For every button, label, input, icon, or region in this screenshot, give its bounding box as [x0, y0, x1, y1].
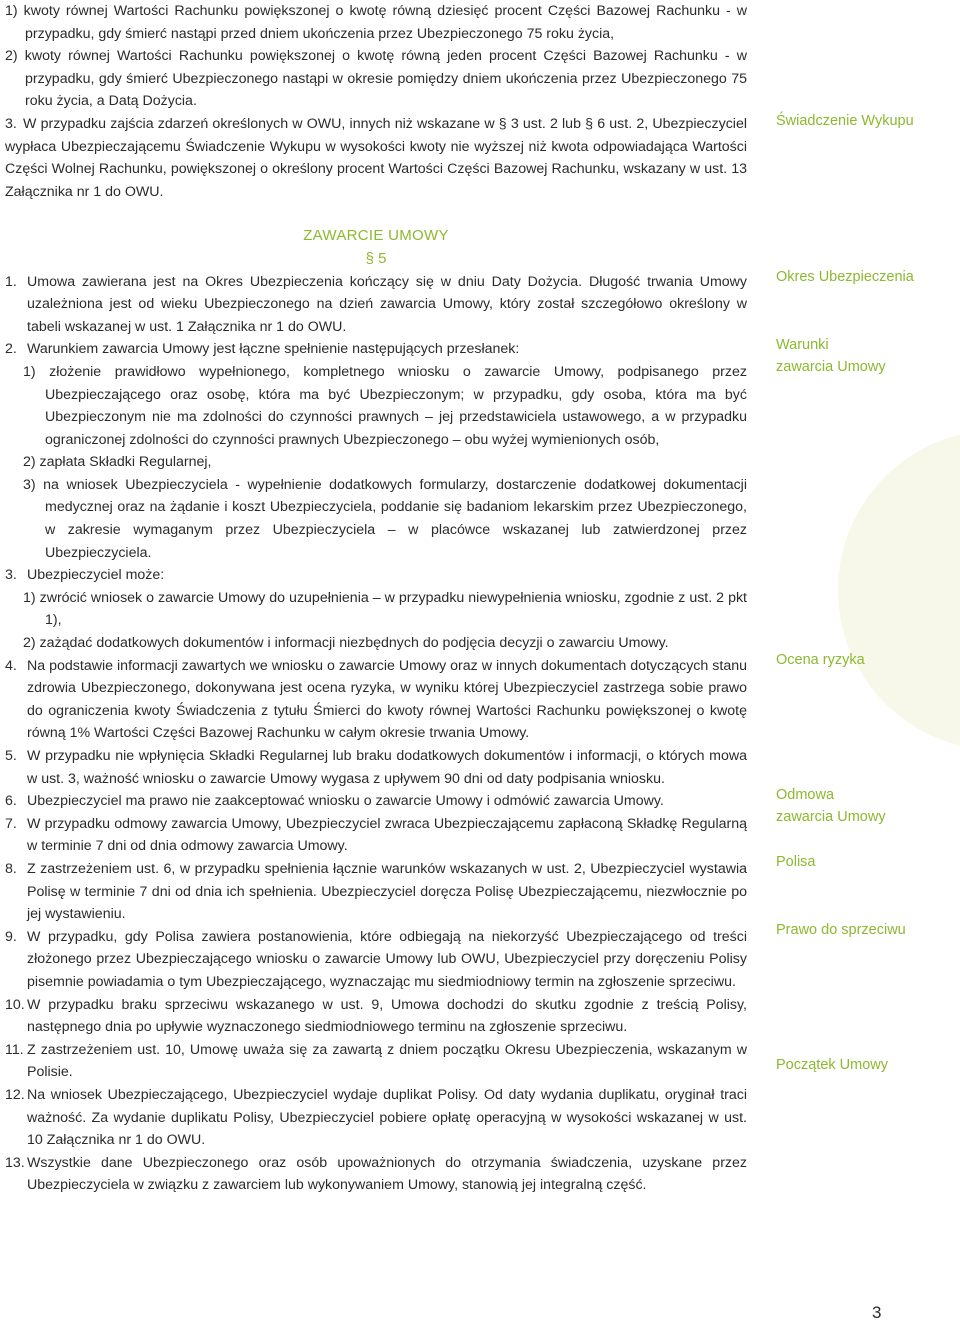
- sidenote-odmowa-line2: zawarcia Umowy: [776, 809, 886, 825]
- point-text: Wszystkie dane Ubezpieczonego oraz osób upoważnionych do otrzymania świadczenia, uzyskane przez Ubezpieczyciela w związku z zawarciem lub wykonywaniem Umowy, stanowią jej integralną część.: [27, 1154, 747, 1194]
- point-number: 1.: [5, 273, 17, 290]
- sidenote-okres-ubezpieczenia: Okres Ubezpieczenia: [776, 269, 914, 285]
- sidenote-warunki-line2: zawarcia Umowy: [776, 359, 886, 375]
- point-11: [5, 1039, 747, 1084]
- sidenote-odmowa-line1: Odmowa: [776, 787, 835, 803]
- section-title: ZAWARCIE UMOWY: [303, 227, 449, 245]
- point-number: 7.: [5, 815, 17, 832]
- point-number: 3.: [5, 115, 17, 132]
- point-number: 13.: [5, 1154, 25, 1171]
- intro-item-1: 1) kwoty równej Wartości Rachunku powiększonej o kwotę równą dziesięć procent Części Bazowej Rachunku - w przypadku, gdy śmierć nastąpi przed dniem ukończenia przez Ubezpieczonego 75 roku życia,: [5, 3, 747, 42]
- main-text-column: [5, 0, 747, 1197]
- intro-item-2: 2) kwoty równej Wartości Rachunku powiększonej o kwotę równą jeden procent Części Bazowej Rachunku - w przypadku, gdy śmierć Ubezpieczonego nastąpi w okresie pomiędzy dniem ukończenia przez Ubezpieczonego 75 roku życia, a Datą Dożycia.: [5, 48, 747, 110]
- intro-point-3: [5, 113, 747, 203]
- point-13: [5, 1152, 747, 1197]
- point-number: 11.: [5, 1041, 24, 1058]
- subpoint: 1) złożenie prawidłowo wypełnionego, kompletnego wniosku o zawarcie Umowy, podpisanego przez Ubezpieczającego oraz osobę, która ma być Ubezpieczonym; w przypadku, gdy osoba, która ma być Ubezpieczonym nie ma zdolności do czynności prawnych – jej przedstawiciela ustawowego, a w przypadku ograniczonej zdolności do czynności prawnych Ubezpieczonego – obu wyżej wymienionych osób,: [23, 363, 747, 448]
- sidenote-prawo-do-sprzeciwu: Prawo do sprzeciwu: [776, 922, 906, 938]
- point-number: 9.: [5, 928, 17, 945]
- sidenote-warunki-line1: Warunki: [776, 337, 829, 353]
- point-number: 3.: [5, 567, 17, 584]
- decorative-circle: [838, 430, 960, 750]
- sidenote-ocena-ryzyka: Ocena ryzyka: [776, 652, 865, 668]
- subpoint: 1) zwrócić wniosek o zawarcie Umowy do uzupełnienia – w przypadku niewypełnienia wniosku, zgodnie z ust. 2 pkt 1),: [23, 589, 747, 629]
- point-12: [5, 1084, 747, 1152]
- point-number: 12.: [5, 1086, 25, 1103]
- point-number: 5.: [5, 748, 17, 764]
- subpoint: 2) zapłata Składki Regularnej,: [23, 454, 212, 471]
- point-text: Ubezpieczyciel może:: [27, 567, 165, 584]
- point-3: [5, 564, 747, 654]
- point-text: Z zastrzeżeniem ust. 6, w przypadku spełnienia łącznie warunków wskazanych w ust. 2, Ubezpieczyciel wystawia Polisę w terminie 7 dni od dnia ich spełnienia. Ubezpieczyciel doręcza Polisę Ubezpieczającemu, niezwłocznie po jej wystawieniu.: [27, 860, 747, 923]
- point-8: [5, 858, 747, 926]
- point-text: W przypadku odmowy zawarcia Umowy, Ubezpieczyciel zwraca Ubezpieczającemu zapłaconą Składkę Regularną w terminie 7 dni od dnia odmowy zawarcia Umowy.: [27, 815, 747, 855]
- point-text: Na podstawie informacji zawartych we wniosku o zawarcie Umowy oraz w innych dokumentach dotyczących stanu zdrowia Ubezpieczonego, dokonywana jest ocena ryzyka, w wyniku której Ubezpieczyciel zastrzega sobie prawo do ograniczenia kwoty Świadczenia z tytułu Śmierci do kwoty równej Wartości Rachunku powiększonej o kwotę równą 1% Wartości Części Bazowej Rachunku w całym okresie trwania Umowy.: [27, 657, 747, 742]
- point-number: 8.: [5, 860, 17, 877]
- section-paragraph-number: § 5: [365, 249, 387, 267]
- point-number: 10.: [5, 996, 25, 1013]
- point-text: W przypadku, gdy Polisa zawiera postanowienia, które odbiegają na niekorzyść Ubezpieczającego od treści złożonego przez Ubezpieczającego wniosku o zawarcie Umowy lub OWU, Ubezpieczyciel przy doręczeniu Polisy pisemnie powiadamia o tym Ubezpieczającego, wyznaczając mu siedmiodniowy termin na zgłoszenie sprzeciwu.: [27, 928, 747, 990]
- point-number: 2.: [5, 341, 17, 358]
- sidenote-polisa: Polisa: [776, 854, 816, 870]
- point-1: [5, 271, 747, 339]
- page-number: 3: [872, 1303, 882, 1322]
- point-text: Na wniosek Ubezpieczającego, Ubezpieczyciel wydaje duplikat Polisy. Od daty wydania duplikatu, oryginał traci ważność. Za wydanie duplikatu Polisy, Ubezpieczyciel pobiere opłatę operacyjną w wysokości wskazanej w ust. 10 Załącznika nr 1 do OWU.: [27, 1086, 747, 1149]
- point-7: [5, 813, 747, 858]
- point-text: W przypadku zajścia zdarzeń określonych w OWU, innych niż wskazane w § 3 ust. 2 lub § 6 ust. 2, Ubezpieczyciel wypłaca Ubezpieczającemu Świadczenie Wykupu w wysokości kwoty nie wyższej niż kwota odpowiadająca Wartości Części Wolnej Rachunku, powiększonej o określony procent Wartości Części Bazowej Rachunku, wskazany w ust. 13 Załącznika nr 1 do OWU.: [5, 115, 747, 200]
- point-10: [5, 994, 747, 1039]
- subpoint: 3) na wniosek Ubezpieczyciela - wypełnienie dodatkowych formularzy, dostarczenie dodatkowej dokumentacji medycznej oraz na żądanie i koszt Ubezpieczyciela, poddanie się badaniom lekarskim przez Ubezpieczonego, w zakresie wymaganym przez Ubezpieczyciela – w placówce wskazanej lub zatwierdzonej przez Ubezpieczyciela.: [23, 476, 747, 561]
- sidenote-swiadczenie-wykupu: Świadczenie Wykupu: [776, 113, 914, 129]
- point-9: [5, 926, 747, 994]
- point-text: Ubezpieczyciel ma prawo nie zaakceptować wniosku o zawarcie Umowy i odmówić zawarcia Umowy.: [27, 793, 664, 810]
- point-text: W przypadku nie wpłynięcia Składki Regularnej lub braku dodatkowych dokumentów i informacji, o których mowa w ust. 3, ważność wniosku o zawarcie Umowy wygasa z upływem 90 dni od daty podpisania wniosku.: [27, 748, 747, 787]
- point-text: Umowa zawierana jest na Okres Ubezpieczenia kończący się w dniu Daty Dożycia. Długość trwania Umowy uzależniona jest od wieku Ubezpieczonego na dzień zawarcia Umowy, który został szczegółowo określony w tabeli wskazanej w ust. 1 Załącznika nr 1 do OWU.: [27, 273, 747, 335]
- point-5: [5, 745, 747, 790]
- point-2: [5, 338, 747, 564]
- point-text: Z zastrzeżeniem ust. 10, Umowę uważa się za zawartą z dniem początku Okresu Ubezpieczenia, wskazanym w Polisie.: [27, 1041, 747, 1081]
- sidenote-poczatek-umowy: Początek Umowy: [776, 1057, 889, 1073]
- point-6: [5, 790, 747, 813]
- point-text: W przypadku braku sprzeciwu wskazanego w ust. 9, Umowa dochodzi do skutku zgodnie z treścią Polisy, następnego dnia po upływie wyznaczonego siedmiodniowego terminu na zgłoszenie sprzeciwu.: [27, 996, 747, 1036]
- point-text: Warunkiem zawarcia Umowy jest łączne spełnienie następujących przesłanek:: [27, 341, 520, 358]
- point-number: 4.: [5, 657, 17, 674]
- point-number: 6.: [5, 793, 17, 810]
- point-4: [5, 655, 747, 745]
- subpoint: 2) zażądać dodatkowych dokumentów i informacji niezbędnych do podjęcia decyzji o zawarciu Umowy.: [23, 635, 669, 652]
